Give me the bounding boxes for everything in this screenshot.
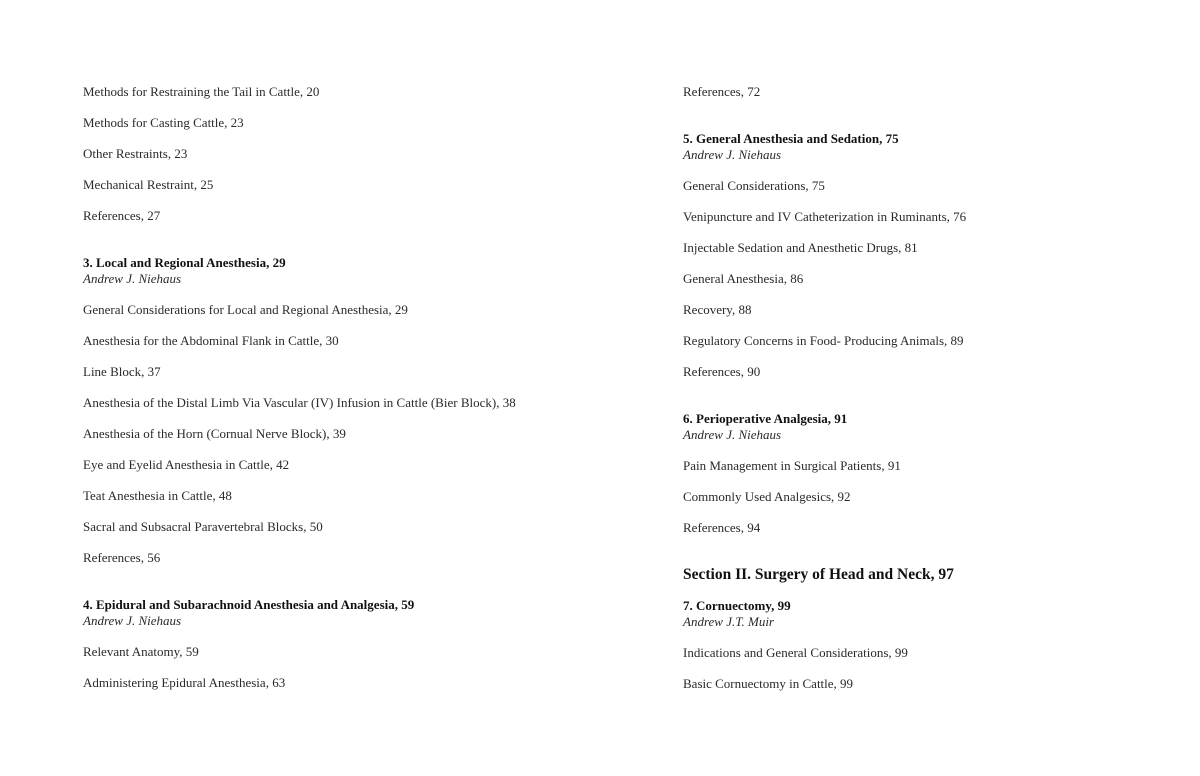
toc-entry: Teat Anesthesia in Cattle, 48	[83, 488, 232, 503]
toc-entry: General Considerations, 75	[683, 178, 825, 193]
toc-entry: References, 90	[683, 364, 761, 379]
chapter-title: 7. Cornuectomy, 99	[683, 598, 791, 613]
chapter-author: Andrew J. Niehaus	[683, 147, 782, 162]
toc-entry: Relevant Anatomy, 59	[83, 644, 199, 659]
toc-entry: References, 27	[83, 208, 161, 223]
toc-entry: Methods for Casting Cattle, 23	[83, 115, 244, 130]
toc-entry: Basic Cornuectomy in Cattle, 99	[683, 676, 854, 691]
toc-entry: Eye and Eyelid Anesthesia in Cattle, 42	[83, 457, 290, 472]
toc-entry: References, 72	[683, 84, 761, 99]
chapter-6-heading	[683, 411, 1143, 443]
toc-right-column	[683, 84, 1143, 707]
chapter-author: Andrew J.T. Muir	[683, 614, 774, 629]
toc-entry: Anesthesia for the Abdominal Flank in Cattle, 30	[83, 333, 339, 348]
chapter-author: Andrew J. Niehaus	[683, 427, 782, 442]
chapter-author: Andrew J. Niehaus	[83, 271, 182, 286]
chapter-3-heading	[83, 255, 523, 287]
toc-entry: General Anesthesia, 86	[683, 271, 804, 286]
chapter-author: Andrew J. Niehaus	[83, 613, 182, 628]
chapter-7-heading	[683, 598, 1143, 630]
toc-entry: Injectable Sedation and Anesthetic Drugs, 81	[683, 240, 918, 255]
toc-entry: Commonly Used Analgesics, 92	[683, 489, 851, 504]
toc-entry: Administering Epidural Anesthesia, 63	[83, 675, 286, 690]
toc-entry: Mechanical Restraint, 25	[83, 177, 214, 192]
toc-entry: Regulatory Concerns in Food- Producing Animals, 89	[683, 333, 964, 348]
section-2-heading: Section II. Surgery of Head and Neck, 97	[683, 566, 954, 583]
toc-entry: References, 94	[683, 520, 761, 535]
toc-entry: Anesthesia of the Horn (Cornual Nerve Block), 39	[83, 426, 346, 441]
chapter-title: 3. Local and Regional Anesthesia, 29	[83, 255, 286, 270]
chapter-4-heading	[83, 597, 523, 629]
toc-entry: Venipuncture and IV Catheterization in Ruminants, 76	[683, 209, 967, 224]
toc-entry: Methods for Restraining the Tail in Cattle, 20	[83, 84, 320, 99]
toc-entry: Other Restraints, 23	[83, 146, 188, 161]
chapter-title: 6. Perioperative Analgesia, 91	[683, 411, 848, 426]
chapter-title: 4. Epidural and Subarachnoid Anesthesia and Analgesia, 59	[83, 597, 415, 612]
toc-entry: Indications and General Considerations, 99	[683, 645, 908, 660]
toc-entry: Recovery, 88	[683, 302, 752, 317]
toc-entry: Pain Management in Surgical Patients, 91	[683, 458, 901, 473]
chapter-5-heading	[683, 131, 1143, 163]
toc-entry: Sacral and Subsacral Paravertebral Blocks, 50	[83, 519, 323, 534]
toc-entry: General Considerations for Local and Regional Anesthesia, 29	[83, 302, 408, 317]
toc-entry: Line Block, 37	[83, 364, 161, 379]
toc-entry: References, 56	[83, 550, 161, 565]
toc-left-column	[83, 84, 523, 706]
toc-entry: Anesthesia of the Distal Limb Via Vascular (IV) Infusion in Cattle (Bier Block), 38	[83, 395, 516, 410]
chapter-title: 5. General Anesthesia and Sedation, 75	[683, 131, 899, 146]
